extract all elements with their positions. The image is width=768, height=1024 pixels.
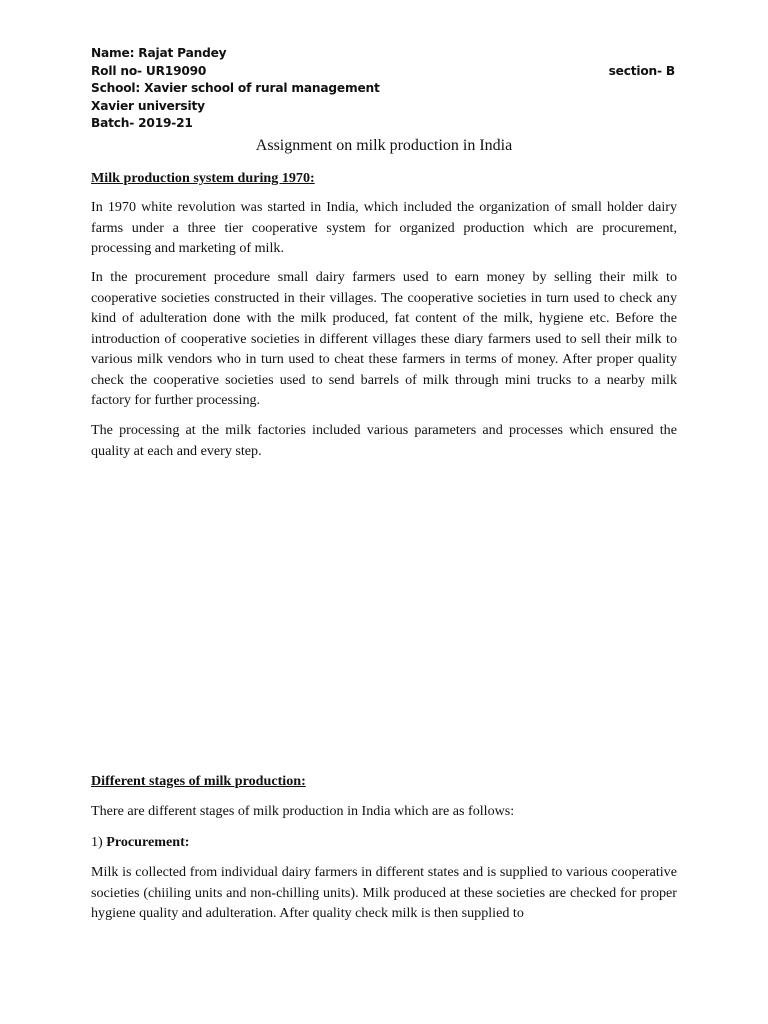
student-info-header [91,45,681,133]
stages-intro-text: There are different stages of milk production in India which are as follows: [91,803,515,819]
section-label: section- B [608,63,675,78]
university-name: Xavier university [91,98,205,113]
section-heading-stages: Different stages of milk production: [91,773,306,789]
stage-item-1-heading [91,832,190,852]
stage-item-title: Procurement: [106,834,190,850]
procurement-body [91,862,677,924]
stages-intro [91,801,677,822]
paragraph-1: In 1970 white revolution was started in India, which included the organization of small holder dairy farms under a three tier cooperative system for organized production which are procurement, processing and marketing of milk. [91,199,677,256]
section-1970-body [91,197,677,259]
section-heading-1970: Milk production system during 1970: [91,170,315,186]
procurement-text: Milk is collected from individual dairy farmers in different states and is supplied to various cooperative societies (chiiling units and non-chilling units). Milk produced at these societies are checked for proper hygiene quality and adulteration. After quality check milk is then supplied to [91,864,677,921]
paragraph-2: In the procurement procedure small dairy farmers used to earn money by selling their milk to cooperative societies constructed in their villages. The cooperative societies in turn used to check any kind of adulteration done with the milk produced, fat content of the milk, hygiene etc. Before the introduction of cooperative societies in different villages these diary farmers used to sell their milk to various milk vendors who in turn used to cheat these farmers in terms of money. After proper quality check the cooperative societies used to send barrels of milk through mini trucks to a nearby milk factory for further processing. [91,269,677,408]
section-1970-body-2 [91,267,677,411]
stage-item-number: 1) [91,834,107,850]
paragraph-3: The processing at the milk factories included various parameters and processes which ensured the quality at each and every step. [91,422,677,459]
student-name: Name: Rajat Pandey [91,46,227,60]
roll-number: Roll no- UR19090 [91,63,207,78]
section-1970-body-3 [91,420,677,461]
batch-label: Batch- 2019-21 [91,116,193,130]
school-name: School: Xavier school of rural management [91,81,380,95]
document-title-text: Assignment on milk production in India [255,137,513,154]
document-title [0,136,768,156]
